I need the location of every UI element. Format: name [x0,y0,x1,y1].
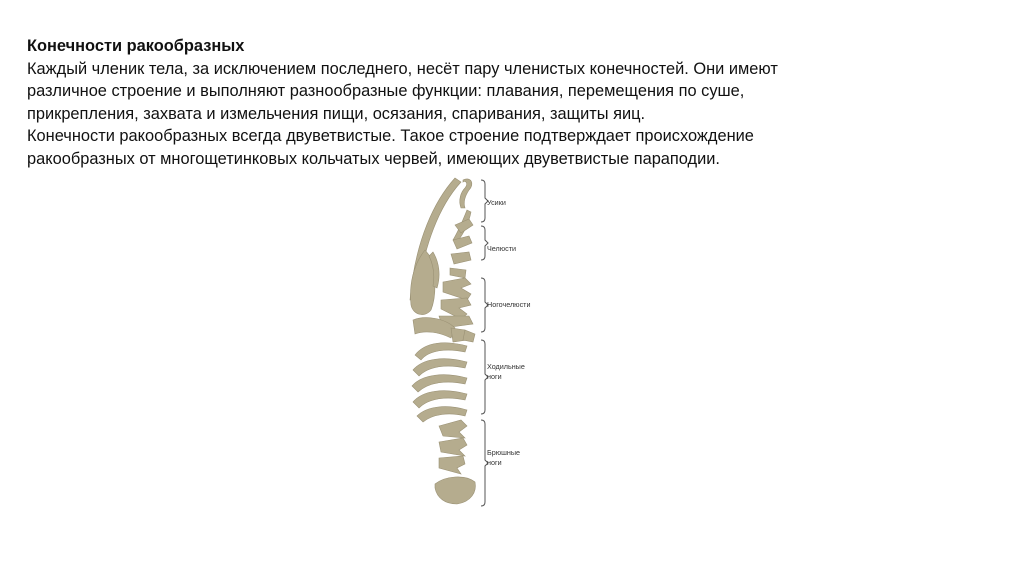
walking-leg-5 [417,407,467,422]
antenna-curl [460,179,472,208]
crustacean-limbs-figure [395,170,555,510]
label-walking-legs-line1: Ходильные [487,362,525,371]
swimmeret-2 [439,438,467,456]
label-walking-legs-line2: ноги [487,372,502,381]
label-maxillipeds: Ногочелюсти [487,300,531,309]
cheliped-end [463,330,475,342]
swimmeret-3 [439,456,465,474]
label-jaws: Челюсти [487,244,517,253]
paragraph-line: Каждый членик тела, за исключением последнего, несёт пару членистых конечностей. Они имеют [27,59,778,78]
paragraph-line: Конечности ракообразных всегда двуветвистые. Такое строение подтверждает происхождение [27,127,754,146]
jaw-3 [451,252,471,264]
label-swimmerets-line2: ноги [487,458,502,467]
walking-leg-1 [415,343,467,360]
walking-leg-4 [413,391,467,408]
label-antennae: Усики [487,198,506,207]
paragraph-line: прикрепления, захвата и измельчения пищи, осязания, спаривания, защиты яиц. [27,104,646,123]
section-heading: Конечности ракообразных [27,37,245,55]
paragraph-line: различное строение и выполняют разнообразные функции: плавания, перемещения по суше, [27,82,745,101]
text-block [27,35,987,171]
tail-fan [435,477,475,504]
label-swimmerets-line1: Брюшные [487,448,521,457]
jaw-4 [450,268,466,278]
swimmeret-1 [439,420,467,438]
bracket-jaws [481,226,488,260]
walking-leg-3 [412,375,467,392]
maxilliped-1 [443,278,471,300]
limbs-illustration [395,170,555,510]
walking-leg-2 [413,359,467,376]
paragraph-line: ракообразных от многощетинковых кольчатых червей, имеющих двуветвистые параподии. [27,149,720,168]
